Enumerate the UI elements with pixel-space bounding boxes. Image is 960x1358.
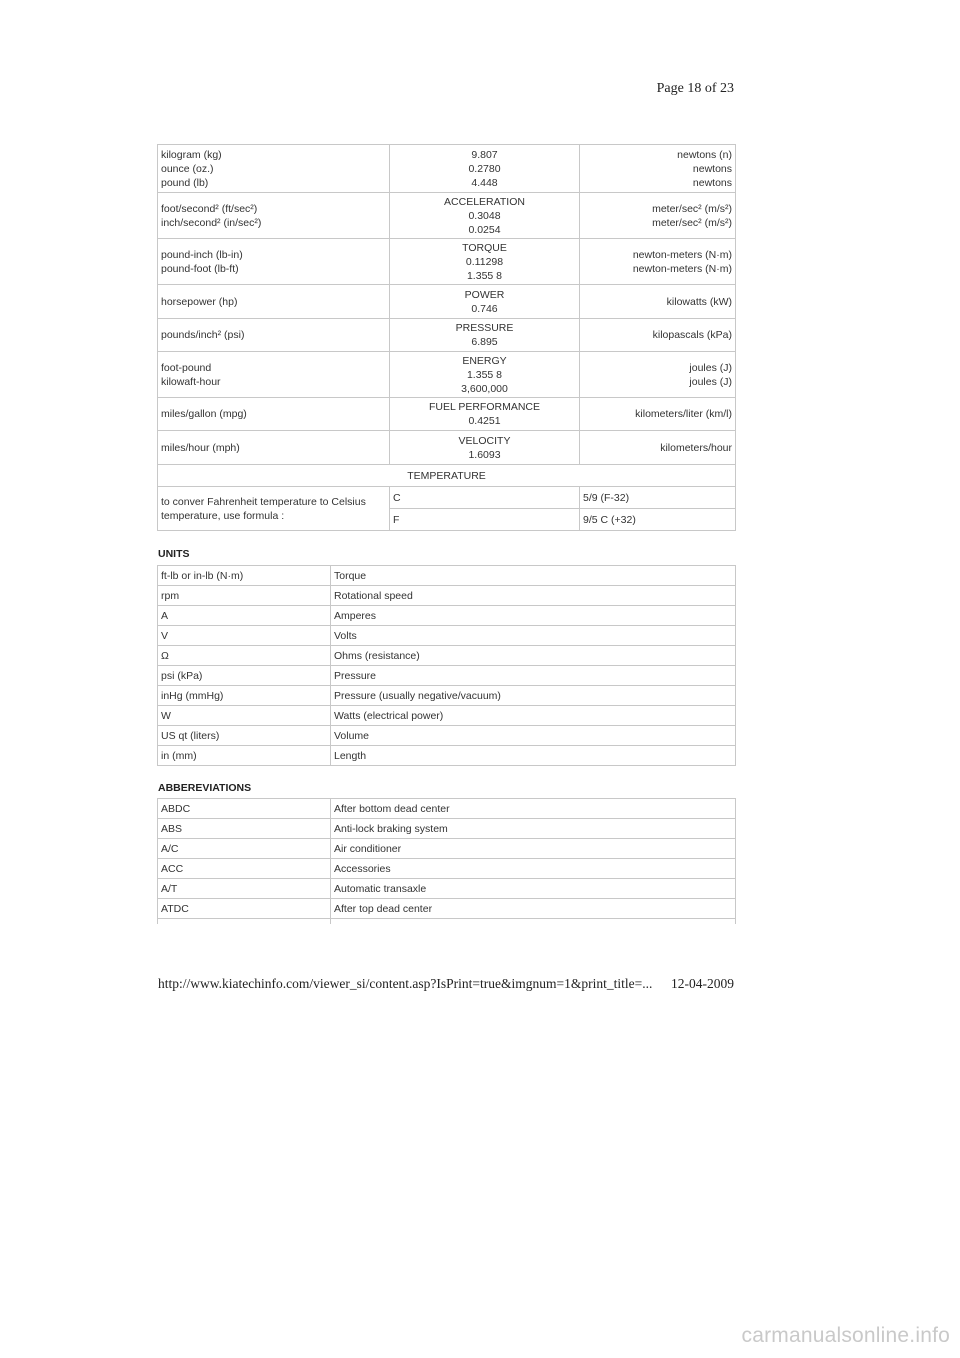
temperature-formula: 9/5 C (+32) xyxy=(580,509,736,531)
page-number: Page 18 of 23 xyxy=(656,81,734,96)
factor-cell xyxy=(390,431,580,465)
from-unit-cell xyxy=(158,239,390,285)
to-unit-cell xyxy=(580,431,736,465)
empty-cell xyxy=(158,919,331,925)
temperature-formula-row xyxy=(158,487,736,509)
conversion-row xyxy=(158,319,736,352)
table-row xyxy=(158,706,736,726)
to-unit-cell xyxy=(580,193,736,239)
table-row xyxy=(158,686,736,706)
from-unit-cell xyxy=(158,352,390,398)
footer-date: 12-04-2009 xyxy=(671,976,734,991)
temperature-heading: TEMPERATURE xyxy=(158,465,736,487)
meaning-cell: After bottom dead center xyxy=(331,799,736,819)
meaning-cell: After top dead center xyxy=(331,899,736,919)
factor-cell xyxy=(390,398,580,431)
to-unit-cell-line: meter/sec² (m/s²) xyxy=(652,202,732,215)
from-unit-cell xyxy=(158,398,390,431)
factor-cell-line: POWER xyxy=(464,288,505,301)
abbreviations-heading: ABBEREVIATIONS xyxy=(158,782,252,794)
table-row xyxy=(158,646,736,666)
page-footer xyxy=(158,976,734,992)
factor-cell-line: 0.746 xyxy=(471,302,498,315)
factor-cell-line: 0.3048 xyxy=(468,209,501,222)
table-row xyxy=(158,819,736,839)
from-unit-cell-line: foot/second² (ft/sec²) xyxy=(161,202,258,215)
abbreviation-cell: Ω xyxy=(158,646,331,666)
conversion-row xyxy=(158,398,736,431)
temperature-heading-row xyxy=(158,465,736,487)
factor-cell-line: 4.448 xyxy=(471,176,498,189)
table-row xyxy=(158,726,736,746)
abbreviation-cell: ABDC xyxy=(158,799,331,819)
factor-cell xyxy=(390,193,580,239)
abbreviation-cell: ATDC xyxy=(158,899,331,919)
meaning-cell: Amperes xyxy=(331,606,736,626)
to-unit-cell xyxy=(580,352,736,398)
to-unit-cell xyxy=(580,319,736,352)
table-row-continued xyxy=(158,919,736,925)
factor-cell-line: VELOCITY xyxy=(458,434,511,447)
from-unit-cell xyxy=(158,193,390,239)
from-unit-cell xyxy=(158,431,390,465)
from-unit-cell-line: miles/hour (mph) xyxy=(161,441,240,454)
meaning-cell: Volts xyxy=(331,626,736,646)
factor-cell-line: 6.895 xyxy=(471,336,498,348)
conversion-row xyxy=(158,239,736,285)
from-unit-cell xyxy=(158,319,390,352)
conversion-row xyxy=(158,193,736,239)
conversion-table xyxy=(157,144,736,531)
factor-cell-line: PRESSURE xyxy=(455,322,514,334)
table-row xyxy=(158,626,736,646)
meaning-cell: Rotational speed xyxy=(331,586,736,606)
meaning-cell: Length xyxy=(331,746,736,766)
temperature-instruction: to conver Fahrenheit temperature to Celsius temperature, use formula : xyxy=(158,487,390,531)
conversion-row xyxy=(158,285,736,319)
abbreviation-cell: rpm xyxy=(158,586,331,606)
temperature-formula: 5/9 (F-32) xyxy=(580,487,736,509)
factor-cell-line: 0.2780 xyxy=(468,162,501,175)
footer-url: http://www.kiatechinfo.com/viewer_si/content.asp?IsPrint=true&imgnum=1&print_title=... xyxy=(158,976,653,991)
from-unit-cell-line: inch/second² (in/sec²) xyxy=(161,216,262,229)
factor-cell-line: TORQUE xyxy=(462,241,507,254)
table-row xyxy=(158,879,736,899)
temperature-unit: C xyxy=(390,487,580,509)
to-unit-cell xyxy=(580,145,736,193)
to-unit-cell-line: kilowatts (kW) xyxy=(666,295,732,308)
to-unit-cell-line: newton-meters (N·m) xyxy=(632,248,732,261)
factor-cell-line: 0.11298 xyxy=(465,255,504,268)
from-unit-cell-line: miles/gallon (mpg) xyxy=(161,408,247,420)
to-unit-cell-line: newtons xyxy=(692,162,732,175)
meaning-cell: Pressure (usually negative/vacuum) xyxy=(331,686,736,706)
from-unit-cell-line: pounds/inch² (psi) xyxy=(161,329,245,341)
conversion-row xyxy=(158,431,736,465)
meaning-cell: Ohms (resistance) xyxy=(331,646,736,666)
abbreviations-table xyxy=(157,798,736,924)
factor-cell-line: 0.0254 xyxy=(468,223,501,236)
abbreviation-cell: inHg (mmHg) xyxy=(158,686,331,706)
abbreviation-cell: psi (kPa) xyxy=(158,666,331,686)
to-unit-cell-line: newtons (n) xyxy=(677,148,732,161)
to-unit-cell xyxy=(580,285,736,319)
to-unit-cell-line: newton-meters (N·m) xyxy=(632,262,732,275)
from-unit-cell xyxy=(158,145,390,193)
meaning-cell: Air conditioner xyxy=(331,839,736,859)
from-unit-cell xyxy=(158,285,390,319)
empty-cell xyxy=(331,919,736,925)
table-row xyxy=(158,606,736,626)
factor-cell-line: 0.4251 xyxy=(468,415,501,427)
to-unit-cell-line: meter/sec² (m/s²) xyxy=(652,216,732,229)
abbreviation-cell: A/C xyxy=(158,839,331,859)
factor-cell-line: 1.355 8 xyxy=(466,368,503,381)
factor-cell-line: 1.6093 xyxy=(468,448,501,461)
from-unit-cell-line: horsepower (hp) xyxy=(161,295,238,308)
table-row xyxy=(158,746,736,766)
units-heading: UNITS xyxy=(158,548,190,560)
abbreviation-cell: V xyxy=(158,626,331,646)
meaning-cell: Accessories xyxy=(331,859,736,879)
abbreviation-cell: A/T xyxy=(158,879,331,899)
abbreviation-cell: ABS xyxy=(158,819,331,839)
table-row xyxy=(158,586,736,606)
factor-cell-line: 9.807 xyxy=(471,148,498,161)
abbreviation-cell: ft-lb or in-lb (N·m) xyxy=(158,566,331,586)
factor-cell xyxy=(390,319,580,352)
table-row xyxy=(158,666,736,686)
temperature-unit: F xyxy=(390,509,580,531)
factor-cell-line: ACCELERATION xyxy=(444,195,525,208)
from-unit-cell-line: pound (lb) xyxy=(161,176,209,189)
table-row xyxy=(158,799,736,819)
factor-cell-line: ENERGY xyxy=(462,354,507,367)
meaning-cell: Pressure xyxy=(331,666,736,686)
factor-cell-line: FUEL PERFORMANCE xyxy=(428,401,541,413)
factor-cell xyxy=(390,352,580,398)
to-unit-cell-line: joules (J) xyxy=(689,375,732,388)
to-unit-cell-line: joules (J) xyxy=(689,361,732,374)
units-table xyxy=(157,565,736,766)
factor-cell-line: 1.355 8 xyxy=(466,269,503,282)
abbreviation-cell: in (mm) xyxy=(158,746,331,766)
abbreviation-cell: A xyxy=(158,606,331,626)
to-unit-cell-line: kilopascals (kPa) xyxy=(652,329,732,341)
to-unit-cell-line: kilometers/hour xyxy=(660,441,732,454)
meaning-cell: Watts (electrical power) xyxy=(331,706,736,726)
meaning-cell: Automatic transaxle xyxy=(331,879,736,899)
conversion-row xyxy=(158,352,736,398)
meaning-cell: Anti-lock braking system xyxy=(331,819,736,839)
conversion-row xyxy=(158,145,736,193)
meaning-cell: Volume xyxy=(331,726,736,746)
to-unit-cell-line: kilometers/liter (km/l) xyxy=(635,408,732,420)
abbreviation-cell: US qt (liters) xyxy=(158,726,331,746)
site-watermark: carmanualsonline.info xyxy=(741,1324,950,1347)
table-row xyxy=(158,859,736,879)
abbreviation-cell: W xyxy=(158,706,331,726)
table-row xyxy=(158,899,736,919)
to-unit-cell xyxy=(580,398,736,431)
from-unit-cell-line: ounce (oz.) xyxy=(161,162,214,175)
abbreviation-cell: ACC xyxy=(158,859,331,879)
factor-cell xyxy=(390,285,580,319)
from-unit-cell-line: kilogram (kg) xyxy=(161,148,222,161)
from-unit-cell-line: pound-foot (lb-ft) xyxy=(161,262,239,275)
to-unit-cell-line: newtons xyxy=(692,176,732,189)
factor-cell xyxy=(390,145,580,193)
table-row xyxy=(158,839,736,859)
to-unit-cell xyxy=(580,239,736,285)
meaning-cell: Torque xyxy=(331,566,736,586)
factor-cell-line: 3,600,000 xyxy=(461,382,508,395)
from-unit-cell-line: kilowaft-hour xyxy=(161,375,221,388)
factor-cell xyxy=(390,239,580,285)
from-unit-cell-line: pound-inch (lb-in) xyxy=(161,248,243,261)
from-unit-cell-line: foot-pound xyxy=(161,361,212,374)
table-row xyxy=(158,566,736,586)
